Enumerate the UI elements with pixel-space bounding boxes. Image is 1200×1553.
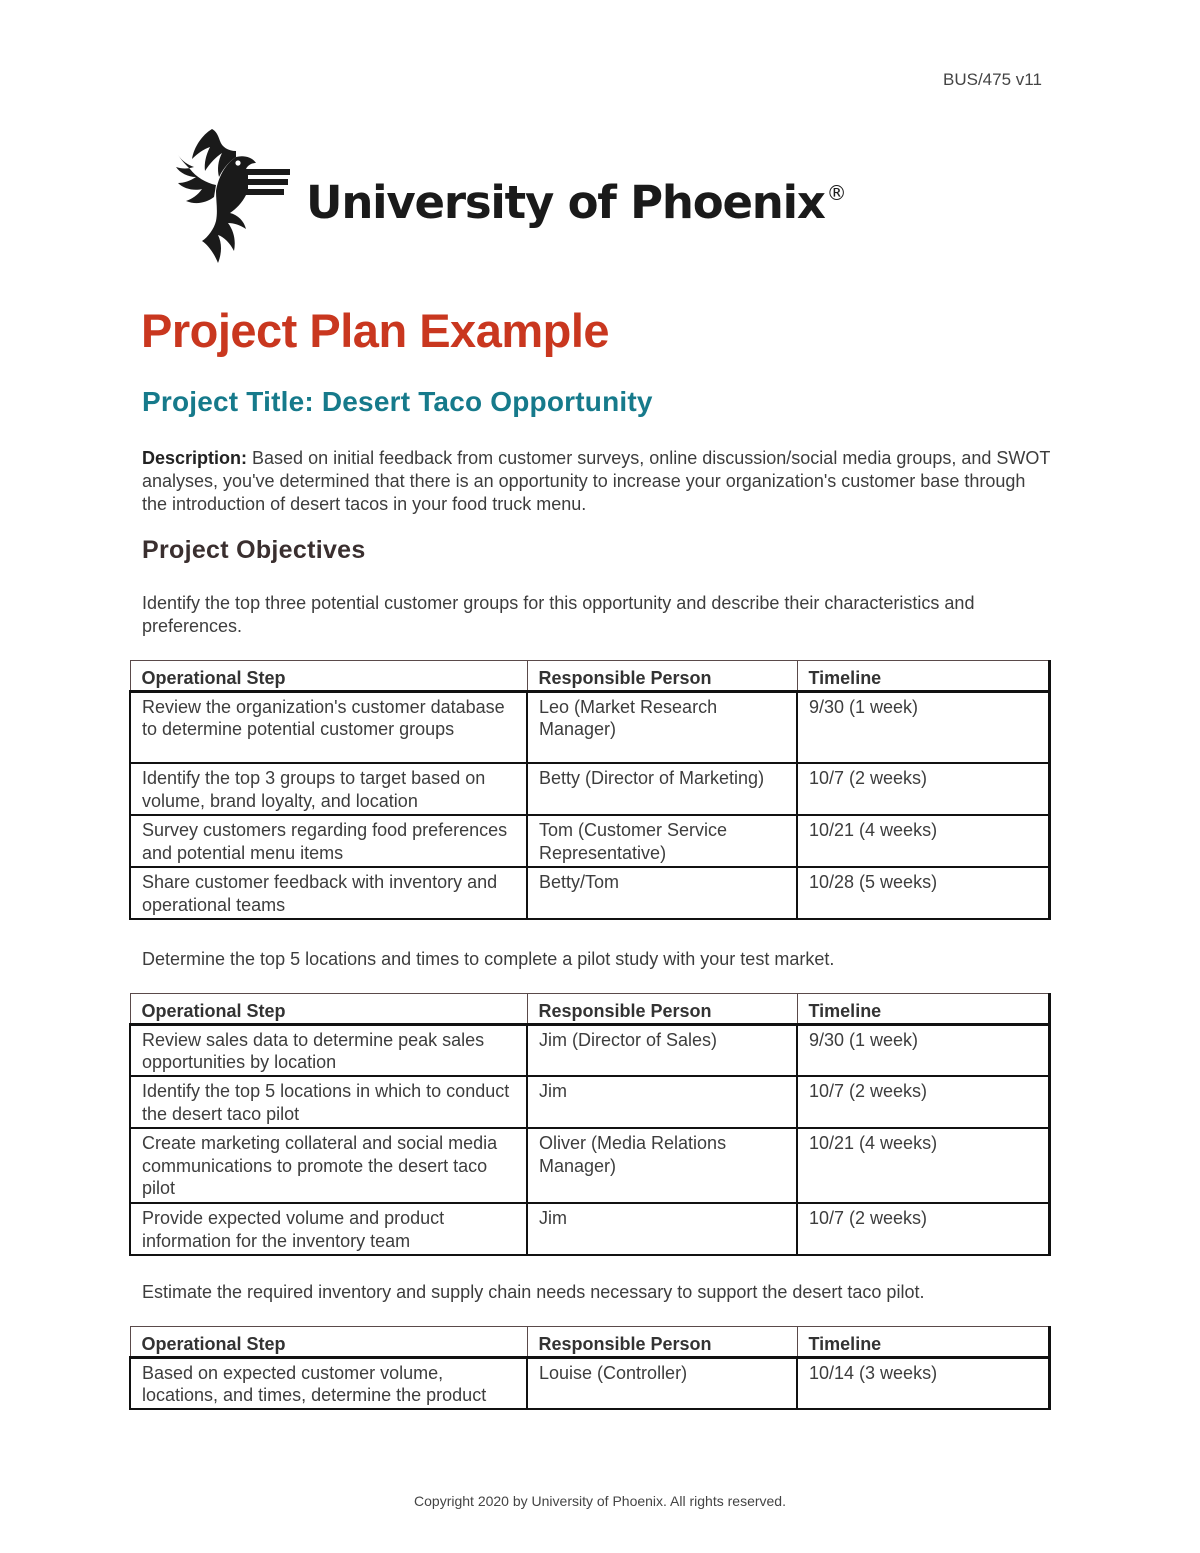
- objective-3-table: [129, 1326, 1051, 1410]
- university-logo: [172, 125, 845, 267]
- logo-wordmark: University of Phoenix ®: [306, 175, 846, 229]
- timeline-cell: 10/7 (2 weeks): [797, 763, 1049, 815]
- step-cell: Based on expected customer volume, locations, and times, determine the product: [130, 1357, 527, 1409]
- table-row: [130, 763, 1049, 815]
- table-row: [130, 867, 1049, 919]
- objectives-heading: Project Objectives: [142, 536, 366, 564]
- header-operational-step: Operational Step: [130, 994, 527, 1025]
- person-cell: Betty (Director of Marketing): [527, 763, 797, 815]
- document-title: Project Plan Example: [141, 304, 610, 357]
- timeline-cell: 10/7 (2 weeks): [797, 1076, 1049, 1128]
- person-cell: Leo (Market Research Manager): [527, 691, 797, 763]
- header-responsible-person: Responsible Person: [527, 1327, 797, 1358]
- step-cell: Share customer feedback with inventory and operational teams: [130, 867, 527, 919]
- description-label: Description:: [142, 448, 248, 468]
- objective-2-text: Determine the top 5 locations and times to complete a pilot study with your test market.: [142, 949, 835, 969]
- person-cell: Betty/Tom: [527, 867, 797, 919]
- person-cell: Oliver (Media Relations Manager): [527, 1128, 797, 1203]
- step-cell: Review sales data to determine peak sales opportunities by location: [130, 1024, 527, 1076]
- step-cell: Identify the top 3 groups to target based on volume, brand loyalty, and location: [130, 763, 527, 815]
- objective-3-text: Estimate the required inventory and supply chain needs necessary to support the desert taco pilot.: [142, 1282, 925, 1302]
- person-cell: Tom (Customer Service Representative): [527, 815, 797, 867]
- table-header-row: [130, 994, 1049, 1025]
- step-cell: Identify the top 5 locations in which to conduct the desert taco pilot: [130, 1076, 527, 1128]
- table-row: [130, 1203, 1049, 1255]
- header-timeline: Timeline: [797, 661, 1049, 692]
- table-row: [130, 1024, 1049, 1076]
- step-cell: Review the organization's customer database to determine potential customer groups: [130, 691, 527, 763]
- table-header-row: [130, 661, 1049, 692]
- description: [142, 447, 1052, 516]
- copyright-footer: Copyright 2020 by University of Phoenix. All rights reserved.: [414, 1493, 786, 1509]
- person-cell: Louise (Controller): [527, 1357, 797, 1409]
- table-row: [130, 1076, 1049, 1128]
- header-operational-step: Operational Step: [130, 661, 527, 692]
- header-responsible-person: Responsible Person: [527, 994, 797, 1025]
- objective-1-table: [129, 660, 1051, 920]
- person-cell: Jim (Director of Sales): [527, 1024, 797, 1076]
- timeline-cell: 10/21 (4 weeks): [797, 815, 1049, 867]
- timeline-cell: 10/7 (2 weeks): [797, 1203, 1049, 1255]
- phoenix-bird-icon: [172, 125, 292, 267]
- header-responsible-person: Responsible Person: [527, 661, 797, 692]
- table-row: [130, 1128, 1049, 1203]
- table-row: [130, 1357, 1049, 1409]
- timeline-cell: 9/30 (1 week): [797, 1024, 1049, 1076]
- course-code: BUS/475 v11: [943, 70, 1042, 89]
- timeline-cell: 9/30 (1 week): [797, 691, 1049, 763]
- project-title: Project Title: Desert Taco Opportunity: [142, 386, 653, 417]
- objective-1-text: Identify the top three potential customer groups for this opportunity and describe their characteristics and preferences.: [142, 593, 975, 636]
- timeline-cell: 10/28 (5 weeks): [797, 867, 1049, 919]
- header-timeline: Timeline: [797, 994, 1049, 1025]
- step-cell: Provide expected volume and product information for the inventory team: [130, 1203, 527, 1255]
- objective-2-table: [129, 993, 1051, 1256]
- header-timeline: Timeline: [797, 1327, 1049, 1358]
- description-text: Based on initial feedback from customer surveys, online discussion/social media groups, and SWOT analyses, you've determined that there is an opportunity to increase your organization's customer base through the introduction of desert tacos in your food truck menu.: [142, 448, 1051, 514]
- header-operational-step: Operational Step: [130, 1327, 527, 1358]
- step-cell: Survey customers regarding food preferences and potential menu items: [130, 815, 527, 867]
- person-cell: Jim: [527, 1076, 797, 1128]
- timeline-cell: 10/21 (4 weeks): [797, 1128, 1049, 1203]
- table-row: [130, 691, 1049, 763]
- table-row: [130, 815, 1049, 867]
- person-cell: Jim: [527, 1203, 797, 1255]
- timeline-cell: 10/14 (3 weeks): [797, 1357, 1049, 1409]
- table-header-row: [130, 1327, 1049, 1358]
- step-cell: Create marketing collateral and social media communications to promote the desert taco pilot: [130, 1128, 527, 1203]
